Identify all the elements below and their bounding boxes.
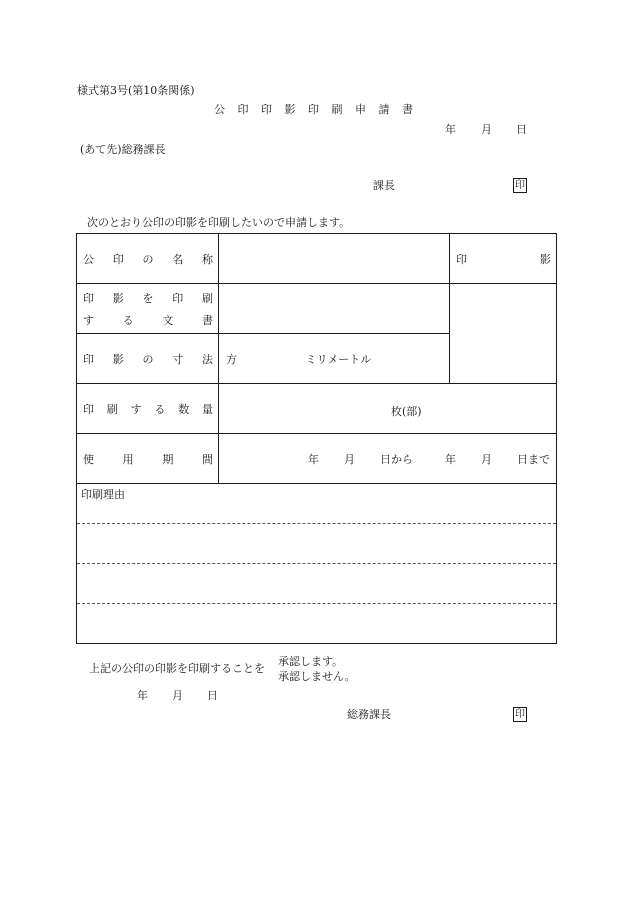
title-char: 請 <box>378 103 390 116</box>
field-seal-name[interactable] <box>219 234 450 284</box>
row-seal-name <box>77 234 557 284</box>
approval-option-reject[interactable]: 承認しません。 <box>278 670 356 683</box>
period-start-month: 月 <box>344 452 355 466</box>
approval-date-year: 年 <box>137 689 148 702</box>
row-reason <box>77 484 557 644</box>
reason-line <box>77 603 556 604</box>
title-char: 印 <box>308 103 319 116</box>
form-number: 様式第3号(第10条関係) <box>77 84 195 97</box>
impression-box[interactable] <box>450 284 557 384</box>
approver-title: 総務課長 <box>347 708 391 721</box>
row-quantity <box>77 384 557 434</box>
period-start-day: 日から <box>380 452 413 466</box>
title-char: 書 <box>402 103 413 116</box>
period-start-year: 年 <box>308 452 319 466</box>
document-title <box>214 104 413 115</box>
period-end-month: 月 <box>481 452 492 466</box>
row-period <box>77 434 557 484</box>
label-period: 使 用 期 間 <box>77 434 219 484</box>
label-document: 印 影 を 印 刷 す る 文 書 <box>77 284 219 334</box>
size-unit: ミリメートル <box>305 352 372 366</box>
intro-text: 次のとおり公印の印影を印刷したいので申請します。 <box>87 216 351 229</box>
label-seal-name: 公 印 の 名 称 <box>77 234 219 284</box>
title-char: 刷 <box>331 103 343 116</box>
date-day: 日 <box>516 123 527 136</box>
reason-line <box>77 563 556 564</box>
applicant-title: 課長 <box>373 179 395 192</box>
label-size: 印 影 の 寸 法 <box>77 334 219 384</box>
addressee: (あて先)総務課長 <box>80 143 166 156</box>
period-end-year: 年 <box>445 452 456 466</box>
field-reason[interactable] <box>77 484 557 644</box>
period-end-day: 日まで <box>517 452 550 466</box>
title-char: 印 <box>261 103 272 116</box>
title-char: 申 <box>355 103 366 116</box>
approval-text: 上記の公印の印影を印刷することを <box>89 662 265 675</box>
approval-option-approve[interactable]: 承認します。 <box>278 655 344 668</box>
label-quantity: 印 刷 す る 数 量 <box>77 384 219 434</box>
title-char: 印 <box>237 103 249 116</box>
date-year: 年 <box>445 123 456 136</box>
field-size[interactable] <box>219 334 450 384</box>
quantity-unit: 枚(部) <box>391 405 422 418</box>
field-quantity[interactable] <box>219 384 557 434</box>
approval-date-month: 月 <box>172 689 183 702</box>
reason-label: 印刷理由 <box>81 488 125 501</box>
title-char: 公 <box>214 103 225 116</box>
title-char: 影 <box>284 103 296 116</box>
seal-mark: 印 <box>515 180 525 191</box>
approver-seal-mark: 印 <box>515 709 525 720</box>
field-period[interactable] <box>219 434 557 484</box>
application-table <box>76 233 557 644</box>
row-document <box>77 284 557 334</box>
date-month: 月 <box>481 123 492 136</box>
approval-date-day: 日 <box>207 689 218 702</box>
label-impression: 印 影 <box>450 234 557 284</box>
size-prefix: 方 <box>226 352 237 366</box>
field-document[interactable] <box>219 284 450 334</box>
reason-line <box>77 523 556 524</box>
